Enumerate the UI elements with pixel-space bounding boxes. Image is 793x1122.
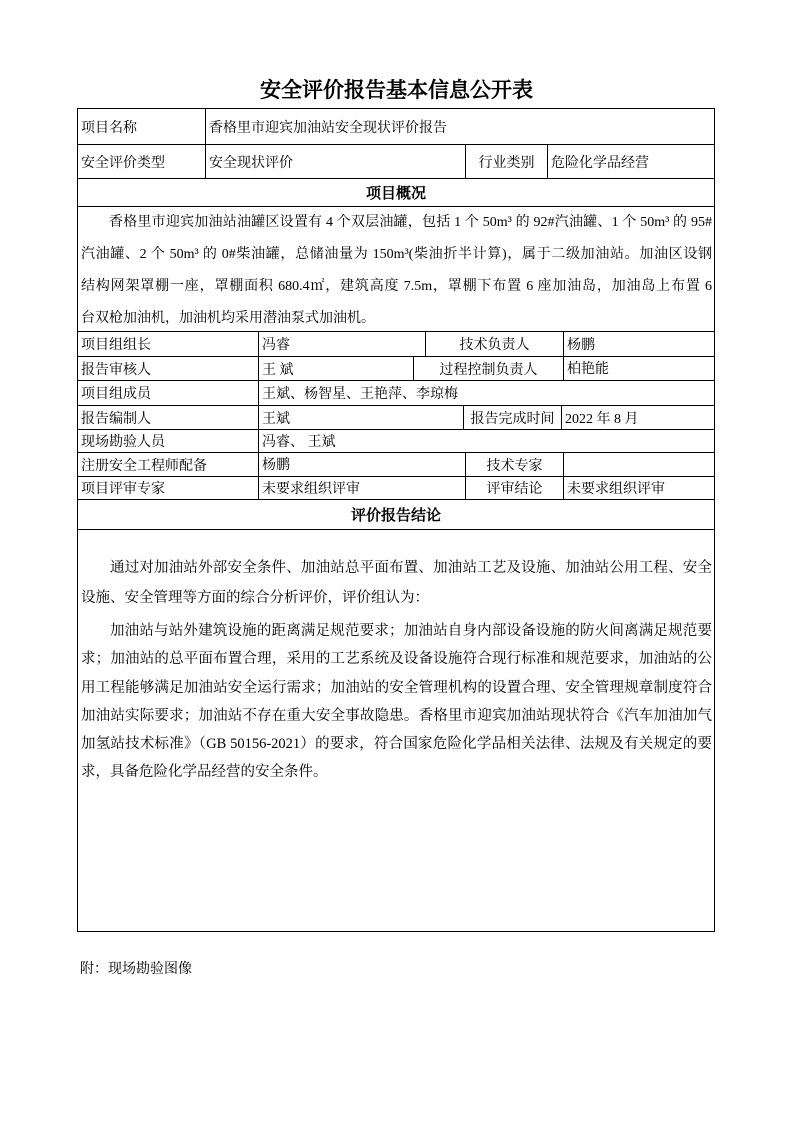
row-members (78, 380, 714, 405)
conclusion-paragraph-2 (81, 617, 712, 787)
row-conclusion-text (78, 529, 714, 931)
expert-label: 技术专家 (465, 453, 563, 476)
overview-heading: 项目概况 (365, 186, 426, 202)
surveyors-value: 冯睿、 王斌 (258, 430, 714, 452)
row-surveyors (78, 429, 714, 452)
completion-value: 2022 年 8 月 (561, 406, 714, 429)
review-result-label: 评审结论 (465, 477, 563, 499)
author-label: 报告编制人 (81, 411, 151, 427)
row-review (78, 476, 714, 499)
engineer-value: 杨鹏 (258, 453, 465, 476)
author-value: 王斌 (258, 406, 463, 429)
row-reviewer (78, 356, 714, 380)
overview-line: 汽油罐、2 个 50m³ 的 0#柴油罐，总储油量为 150m³(柴油折半计算)，属于二级加油站。加油区设钢 (81, 247, 712, 262)
eval-type-value: 安全现状评价 (205, 145, 465, 178)
members-value: 王斌、杨智星、王艳萍、李琼梅 (258, 381, 714, 405)
leader-value: 冯睿 (258, 332, 425, 356)
review-expert-value: 未要求组织评审 (258, 477, 465, 499)
review-expert-label: 项目评审专家 (81, 482, 165, 497)
tech-lead-label: 技术负责人 (425, 332, 563, 356)
overview-line: 结构网架罩棚一座，罩棚面积 680.4㎡，建筑高度 7.5m，罩棚下布置 6 座加油岛，加油岛上布置 6 (81, 279, 712, 294)
overview-paragraph (78, 207, 714, 331)
members-label: 项目组成员 (81, 387, 151, 402)
conclusion-line: 求；加油站的总平面布置合理，采用的工艺系统及设备设施符合现行标准和规范要求，加油站的公 (81, 651, 712, 668)
document-title: 安全评价报告基本信息公开表 (260, 78, 533, 102)
row-leader (78, 331, 714, 356)
conclusion-paragraph-1 (81, 553, 712, 613)
project-name-value: 香格里市迎宾加油站安全现状评价报告 (205, 109, 714, 144)
conclusion-line: 设施、安全管理等方面的综合分析评价，评价组认为： (81, 590, 429, 606)
row-overview-heading (78, 178, 714, 206)
completion-label: 报告完成时间 (463, 406, 561, 429)
reviewer-value: 王 斌 (258, 357, 413, 380)
info-table (77, 108, 715, 932)
industry-label: 行业类别 (465, 145, 547, 178)
leader-label: 项目组组长 (81, 338, 151, 353)
conclusion-line: 求，具备危险化学品经营的安全条件。 (81, 764, 328, 781)
overview-line: 台双枪加油机，加油机均采用潜油泵式加油机。 (81, 311, 375, 326)
engineer-label: 注册安全工程师配备 (81, 458, 207, 474)
review-result-value: 未要求组织评审 (563, 477, 714, 499)
conclusion-line: 加油站实际要求；加油站不存在重大安全事故隐患。香格里市迎宾加油站现状符合《汽车加油加气 (81, 707, 712, 724)
industry-value: 危险化学品经营 (547, 145, 714, 178)
process-lead-value: 柏艳能 (563, 357, 714, 380)
expert-value (563, 453, 714, 476)
conclusion-line: 加油站与站外建筑设施的距离满足规范要求；加油站自身内部设备设施的防火间离满足规范要 (110, 623, 712, 639)
attachment-note: 附：现场勘验图像 (80, 962, 192, 977)
conclusion-line: 加氢站技术标准》（GB 50156-2021）的要求，符合国家危险化学品相关法律、法规及有关规定的要 (81, 736, 712, 753)
conclusion-line: 用工程能够满足加油站安全运行需求；加油站的安全管理机构的设置合理、安全管理规章制度符合 (81, 679, 712, 696)
row-project-name (78, 109, 714, 144)
row-overview-text (78, 206, 714, 331)
process-lead-label: 过程控制负责人 (413, 357, 563, 380)
row-eval-type (78, 144, 714, 178)
row-conclusion-heading (78, 499, 714, 529)
project-name-label: 项目名称 (81, 120, 137, 136)
row-engineer (78, 452, 714, 476)
reviewer-label: 报告审核人 (81, 362, 151, 378)
conclusion-line: 通过对加油站外部安全条件、加油站总平面布置、加油站工艺及设施、加油站公用工程、安全 (110, 560, 712, 576)
surveyors-label: 现场勘验人员 (81, 435, 165, 450)
tech-lead-value: 杨鹏 (563, 332, 714, 356)
overview-line: 香格里市迎宾加油站油罐区设置有 4 个双层油罐，包括 1 个 50m³ 的 92#汽油罐、1 个 50m³ 的 95# (109, 215, 712, 230)
eval-type-label: 安全评价类型 (81, 155, 165, 171)
row-author (78, 405, 714, 429)
conclusion-heading: 评价报告结论 (350, 508, 441, 524)
conclusion-body (78, 530, 714, 931)
